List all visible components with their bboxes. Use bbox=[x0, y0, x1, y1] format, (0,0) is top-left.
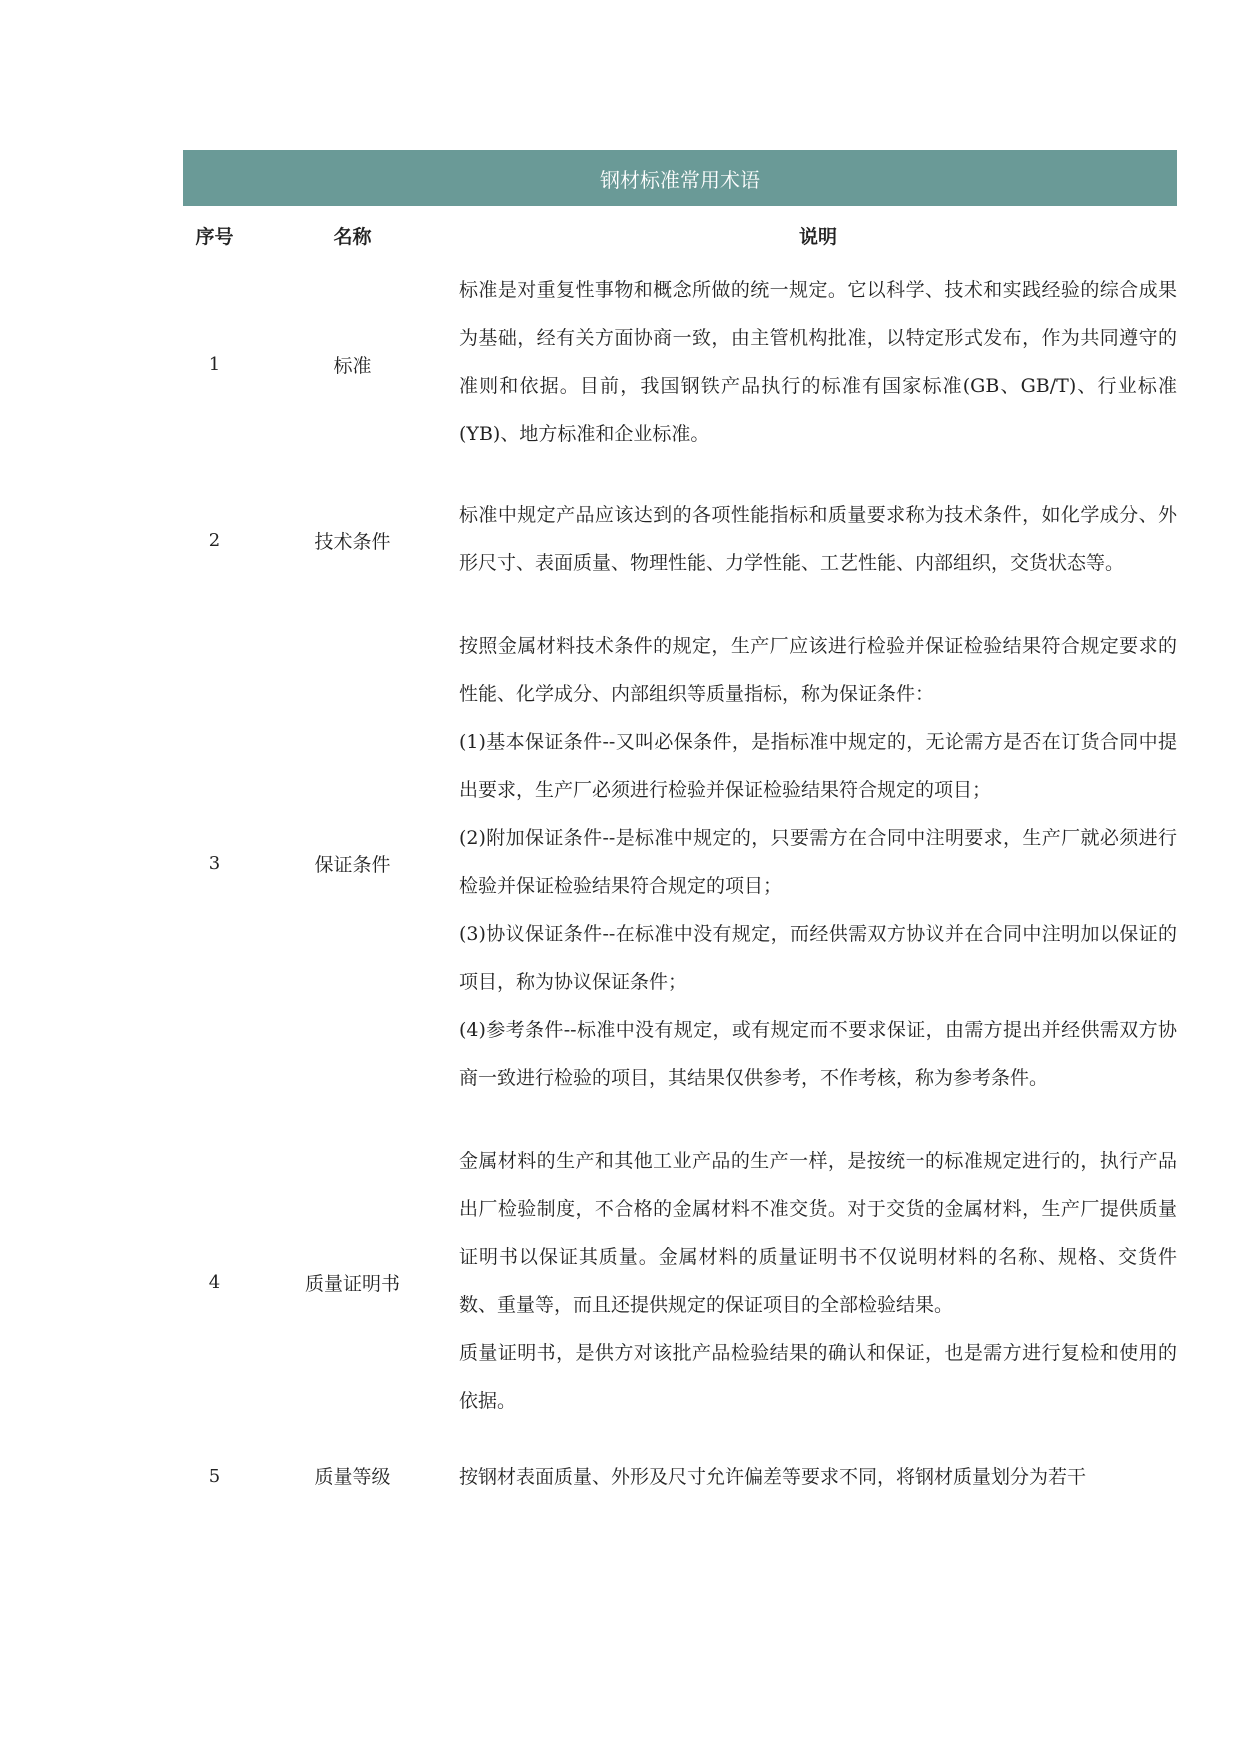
table-row bbox=[183, 264, 1177, 464]
term-description bbox=[459, 490, 1177, 592]
header-name: 名称 bbox=[333, 225, 372, 248]
row-number: 1 bbox=[208, 353, 221, 375]
description-paragraph: 标准是对重复性事物和概念所做的统一规定。它以科学、技术和实践经验的综合成果为基础，经有关方面协商一致，由主管机构批准，以特定形式发布，作为共同遵守的准则和依据。目前，我国钢铁产品执行的标准有国家标准(GB、GB/T)、行业标准(YB)、地方标准和企业标准。 bbox=[459, 279, 1177, 445]
description-paragraph: (2)附加保证条件--是标准中规定的，只要需方在合同中注明要求，生产厂就必须进行检验并保证检验结果符合规定的项目； bbox=[459, 826, 1177, 897]
term-name: 技术条件 bbox=[314, 531, 391, 553]
term-description bbox=[459, 621, 1177, 1107]
description-paragraph: (3)协议保证条件--在标准中没有规定，而经供需双方协议并在合同中注明加以保证的项目，称为协议保证条件； bbox=[459, 922, 1177, 993]
header-desc: 说明 bbox=[798, 225, 837, 248]
row-number: 4 bbox=[208, 1272, 221, 1293]
terms-table bbox=[183, 150, 1177, 1499]
term-description bbox=[459, 1455, 1177, 1499]
term-description bbox=[459, 265, 1177, 463]
description-paragraph: 按钢材表面质量、外形及尺寸允许偏差等要求不同，将钢材质量划分为若干 bbox=[459, 1466, 1087, 1488]
table-title: 钢材标准常用术语 bbox=[183, 150, 1177, 206]
description-paragraph: (1)基本保证条件--又叫必保条件，是指标准中规定的，无论需方是否在订货合同中提出要求，生产厂必须进行检验并保证检验结果符合规定的项目； bbox=[459, 730, 1177, 801]
table-row bbox=[183, 464, 1177, 617]
term-description bbox=[459, 1136, 1177, 1430]
term-name: 质量证明书 bbox=[304, 1273, 400, 1295]
description-paragraph: 质量证明书，是供方对该批产品检验结果的确认和保证，也是需方进行复检和使用的依据。 bbox=[459, 1341, 1177, 1412]
term-name: 标准 bbox=[333, 354, 372, 377]
description-paragraph: 按照金属材料技术条件的规定，生产厂应该进行检验并保证检验结果符合规定要求的性能、化学成分、内部组织等质量指标，称为保证条件： bbox=[459, 634, 1177, 705]
table-row bbox=[183, 1110, 1177, 1455]
table-row bbox=[183, 617, 1177, 1110]
description-paragraph: 金属材料的生产和其他工业产品的生产一样，是按统一的标准规定进行的，执行产品出厂检验制度，不合格的金属材料不准交货。对于交货的金属材料，生产厂提供质量证明书以保证其质量。金属材料的质量证明书不仅说明材料的名称、规格、交货件数、重量等，而且还提供规定的保证项目的全部检验结果。 bbox=[459, 1149, 1177, 1316]
term-name: 保证条件 bbox=[314, 854, 391, 876]
term-name: 质量等级 bbox=[314, 1466, 391, 1488]
row-number: 3 bbox=[208, 853, 221, 874]
description-paragraph: (4)参考条件--标准中没有规定，或有规定而不要求保证，由需方提出并经供需双方协商一致进行检验的项目，其结果仅供参考，不作考核，称为参考条件。 bbox=[459, 1018, 1177, 1089]
row-number: 2 bbox=[208, 530, 221, 551]
table-header-row bbox=[183, 206, 1177, 264]
header-no: 序号 bbox=[195, 225, 234, 248]
row-number: 5 bbox=[208, 1466, 221, 1487]
description-paragraph: 标准中规定产品应该达到的各项性能指标和质量要求称为技术条件，如化学成分、外形尺寸、表面质量、物理性能、力学性能、工艺性能、内部组织，交货状态等。 bbox=[459, 503, 1177, 574]
table-row bbox=[183, 1455, 1177, 1499]
